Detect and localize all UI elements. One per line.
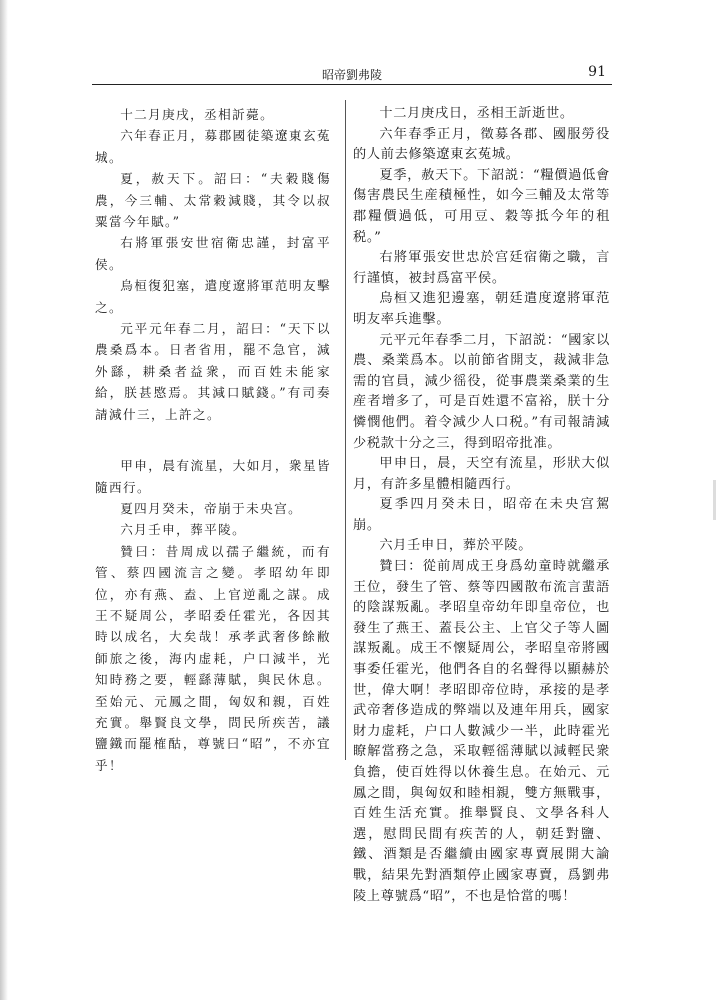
paragraph: 贊曰：昔周成以孺子繼統，而有管、蔡四國流言之變。孝昭幼年即位，亦有燕、盍、上官逆亂之謀。成王不疑周公，孝昭委任霍光，各因其時以成名，大矣哉！承孝武奢侈餘敝師旅之後，海内虚耗，户口減半，光知時務之要，輕繇薄賦，與民休息。至始元、元鳳之間，匈奴和親，百姓充實。舉賢良文學，問民所疾苦，議鹽鐵而罷榷酤，尊號曰“昭”，不亦宜乎！ — [95, 543, 331, 773]
classical-text-column — [95, 104, 331, 776]
paragraph: 十二月庚戌，丞相訢薨。 — [120, 107, 275, 122]
paragraph: 右將軍張安世忠於宫廷宿衛之職，言行謹慎，被封爲富平侯。 — [353, 250, 610, 286]
paragraph: 甲申日，晨，天空有流星，形狀大似月，有許多星體相隨西行。 — [353, 456, 610, 492]
paragraph: 夏季四月癸未日，昭帝在未央宫駕崩。 — [353, 497, 610, 533]
paragraph: 夏，赦天下。詔曰：“夫穀賤傷農，今三輔、太常穀減賤，其令以叔粟當今年賦。” — [95, 171, 331, 230]
paragraph: 十二月庚戌日，丞相王訢逝世。 — [379, 106, 574, 121]
paragraph: 烏桓復犯塞，遣度遼將軍范明友擊之。 — [95, 278, 331, 315]
paragraph: 元平元年春二月，詔曰：“天下以農桑爲本。日者省用，罷不急官，減外繇，耕桑者益衆，而百姓未能家給，朕甚愍焉。其減口賦錢。”有司奏請減什三，上許之。 — [95, 321, 331, 422]
paragraph: 元平元年春季二月，下詔説：“國家以農、桑業爲本。以前節省開支，裁減非急需的官員，減少徭役，從事農業桑業的生産者增多了，可是百姓還不富裕，朕十分憐憫他們。着令減少人口税。”有司報請減少税款十分之三，得到昭帝批准。 — [353, 332, 610, 451]
running-header — [92, 62, 612, 85]
page-number: 91 — [588, 64, 606, 80]
paragraph: 六月壬申，葬平陵。 — [120, 522, 247, 538]
paragraph: 六月壬申日，葬於平陵。 — [379, 538, 533, 554]
paragraph: 贊曰：從前周成王身爲幼童時就繼承王位，發生了管、蔡等四國散布流言蜚語的陰謀叛亂。孝昭皇帝幼年即皇帝位，也發生了燕王、蓋長公主、上官父子等人圖謀叛亂。成王不懷疑周公，孝昭皇帝將國事委任霍光，他們各自的名聲得以顯赫於世，偉大啊！孝昭即帝位時，承接的是孝武帝奢侈造成的弊端以及連年用兵，國家財力虚耗，户口人數減少一半，此時霍光瞭解當務之急，采取輕徭薄賦以減輕民衆負擔，使百姓得以休養生息。在始元、元鳳之間，與匈奴和睦相親，雙方無戰事，百姓生活充實。推舉賢良、文學各科人選，慰問民間有疾苦的人，朝廷對鹽、鐵、酒類是否繼續由國家專賣展開大論戰，結果先對酒類停止國家專賣，爲劉弗陵上尊號爲“昭”，不也是恰當的嗎！ — [353, 559, 610, 904]
scan-edge-shadow — [0, 0, 8, 1000]
paragraph: 六年春季正月，徵募各郡、國服勞役的人前去修築遼東玄菟城。 — [353, 126, 610, 163]
paragraph: 烏桓又進犯邊塞，朝廷遣度遼將軍范明友率兵進擊。 — [353, 291, 610, 327]
paragraph: 夏季，赦天下。下詔説：“糧價過低會傷害農民生産積極性，如今三輔及太常等郡糧價過低，可用豆、穀等抵今年的租税。” — [353, 167, 610, 245]
paragraph: 甲申，晨有流星，大如月，衆星皆隨西行。 — [95, 458, 331, 495]
column-divider — [345, 100, 346, 760]
translation-column — [353, 104, 610, 907]
paragraph: 六年春正月，募郡國徒築遼東玄菟城。 — [95, 128, 331, 165]
paragraph: 夏四月癸未，帝崩于未央宫。 — [120, 500, 303, 516]
paragraph: 右將軍張安世宿衛忠謹，封富平侯。 — [95, 235, 331, 272]
chapter-title: 昭帝劉弗陵 — [321, 68, 382, 82]
